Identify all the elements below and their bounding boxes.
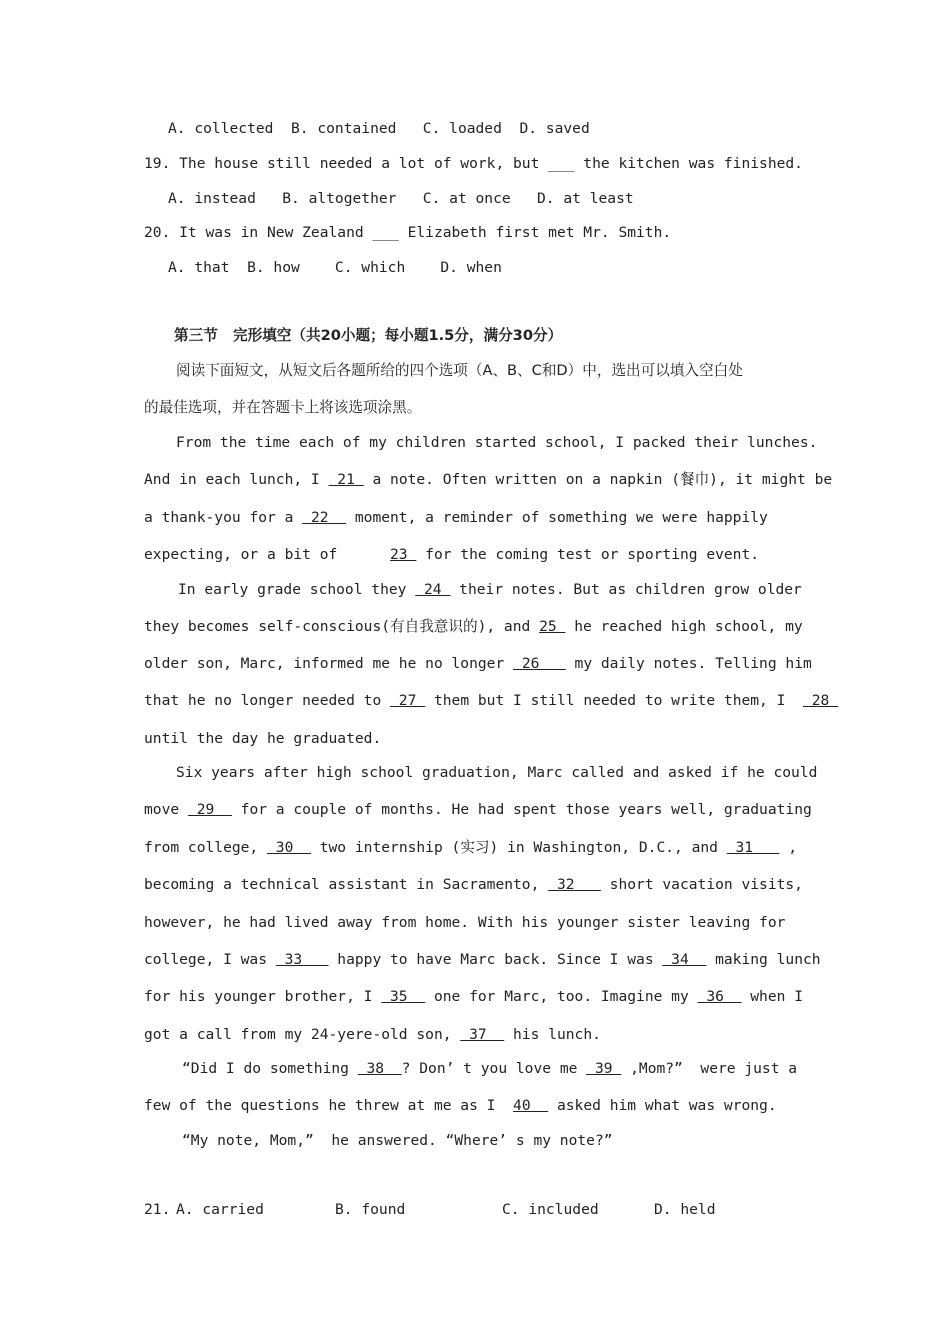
blank-33: 33 [275,951,329,968]
q21-option-c: C. included [502,1201,599,1218]
q19-stem: 19. The house still needed a lot of work, but ___ the kitchen was finished. [144,155,803,172]
passage-line: a thank-you for a 22 moment, a reminder of something we were happily [144,509,768,526]
passage-line: until the day he graduated. [144,730,382,747]
blank-36: 36 [697,988,742,1005]
passage-line: however, he had lived away from home. With his younger sister leaving for [144,914,786,931]
blank-25: 25 [539,618,566,635]
section-instruction-line1: 阅读下面短文，从短文后各题所给的四个选项（A、B、C和D）中，选出可以填入空白处 [176,362,743,379]
q20-stem: 20. It was in New Zealand ___ Elizabeth first met Mr. Smith. [144,224,672,241]
blank-32: 32 [548,876,601,893]
passage-line: “Did I do something 38 ? Don’ t you love me 39 ,Mom?” were just a [182,1060,798,1077]
blank-22: 22 [302,509,347,526]
passage-line: from college, 30 two internship (实习) in Washington, D.C., and 31 , [144,839,798,856]
q19-options: A. instead B. altogether C. at once D. at least [168,190,634,207]
blank-23: 23 [390,546,417,563]
section-title: 第三节 完形填空（共20小题；每小题1.5分，满分30分） [174,327,563,344]
passage-line: college, I was 33 happy to have Marc back. Since I was 34 making lunch [144,951,821,968]
q21-option-d: D. held [654,1201,716,1218]
passage-line: expecting, or a bit of 23 for the coming test or sporting event. [144,546,760,563]
blank-40: 40 [513,1097,549,1114]
q21-number: 21. [144,1201,171,1218]
passage-line: In early grade school they 24 their notes. But as children grow older [178,581,802,598]
blank-28: 28 [802,692,839,709]
q20-options: A. that B. how C. which D. when [168,259,502,276]
blank-37: 37 [460,1026,505,1043]
blank-24: 24 [415,581,451,598]
blank-31: 31 [726,839,780,856]
blank-39: 39 [586,1060,622,1077]
blank-35: 35 [381,988,426,1005]
passage-line: few of the questions he threw at me as I 40 asked him what was wrong. [144,1097,777,1114]
passage-line: From the time each of my children started school, I packed their lunches. [176,434,818,451]
blank-26: 26 [513,655,566,672]
passage-line: for his younger brother, I 35 one for Marc, too. Imagine my 36 when I [144,988,803,1005]
passage-line: got a call from my 24-yere-old son, 37 his lunch. [144,1026,601,1043]
passage-line: they becomes self-conscious(有自我意识的), and 25 he reached high school, my [144,618,803,635]
passage-line: becoming a technical assistant in Sacramento, 32 short vacation visits, [144,876,803,893]
q18-options: A. collected B. contained C. loaded D. saved [168,120,590,137]
blank-29: 29 [187,801,232,818]
blank-27: 27 [390,692,426,709]
passage-line: move 29 for a couple of months. He had spent those years well, graduating [144,801,812,818]
passage-line: that he no longer needed to 27 them but I still needed to write them, I 28 [144,692,839,709]
passage-line: And in each lunch, I 21 a note. Often written on a napkin (餐巾), it might be [144,471,833,488]
section-instruction-line2: 的最佳选项，并在答题卡上将该选项涂黑。 [144,399,422,416]
blank-34: 34 [662,951,707,968]
blank-30: 30 [267,839,311,856]
blank-38: 38 [357,1060,402,1077]
q21-option-b: B. found [335,1201,406,1218]
blank-21: 21 [328,471,364,488]
q21-option-a: A. carried [176,1201,264,1218]
passage-line: Six years after high school graduation, Marc called and asked if he could [176,764,818,781]
passage-line: “My note, Mom,” he answered. “Where’ s my note?” [182,1132,613,1149]
passage-line: older son, Marc, informed me he no longer 26 my daily notes. Telling him [144,655,812,672]
